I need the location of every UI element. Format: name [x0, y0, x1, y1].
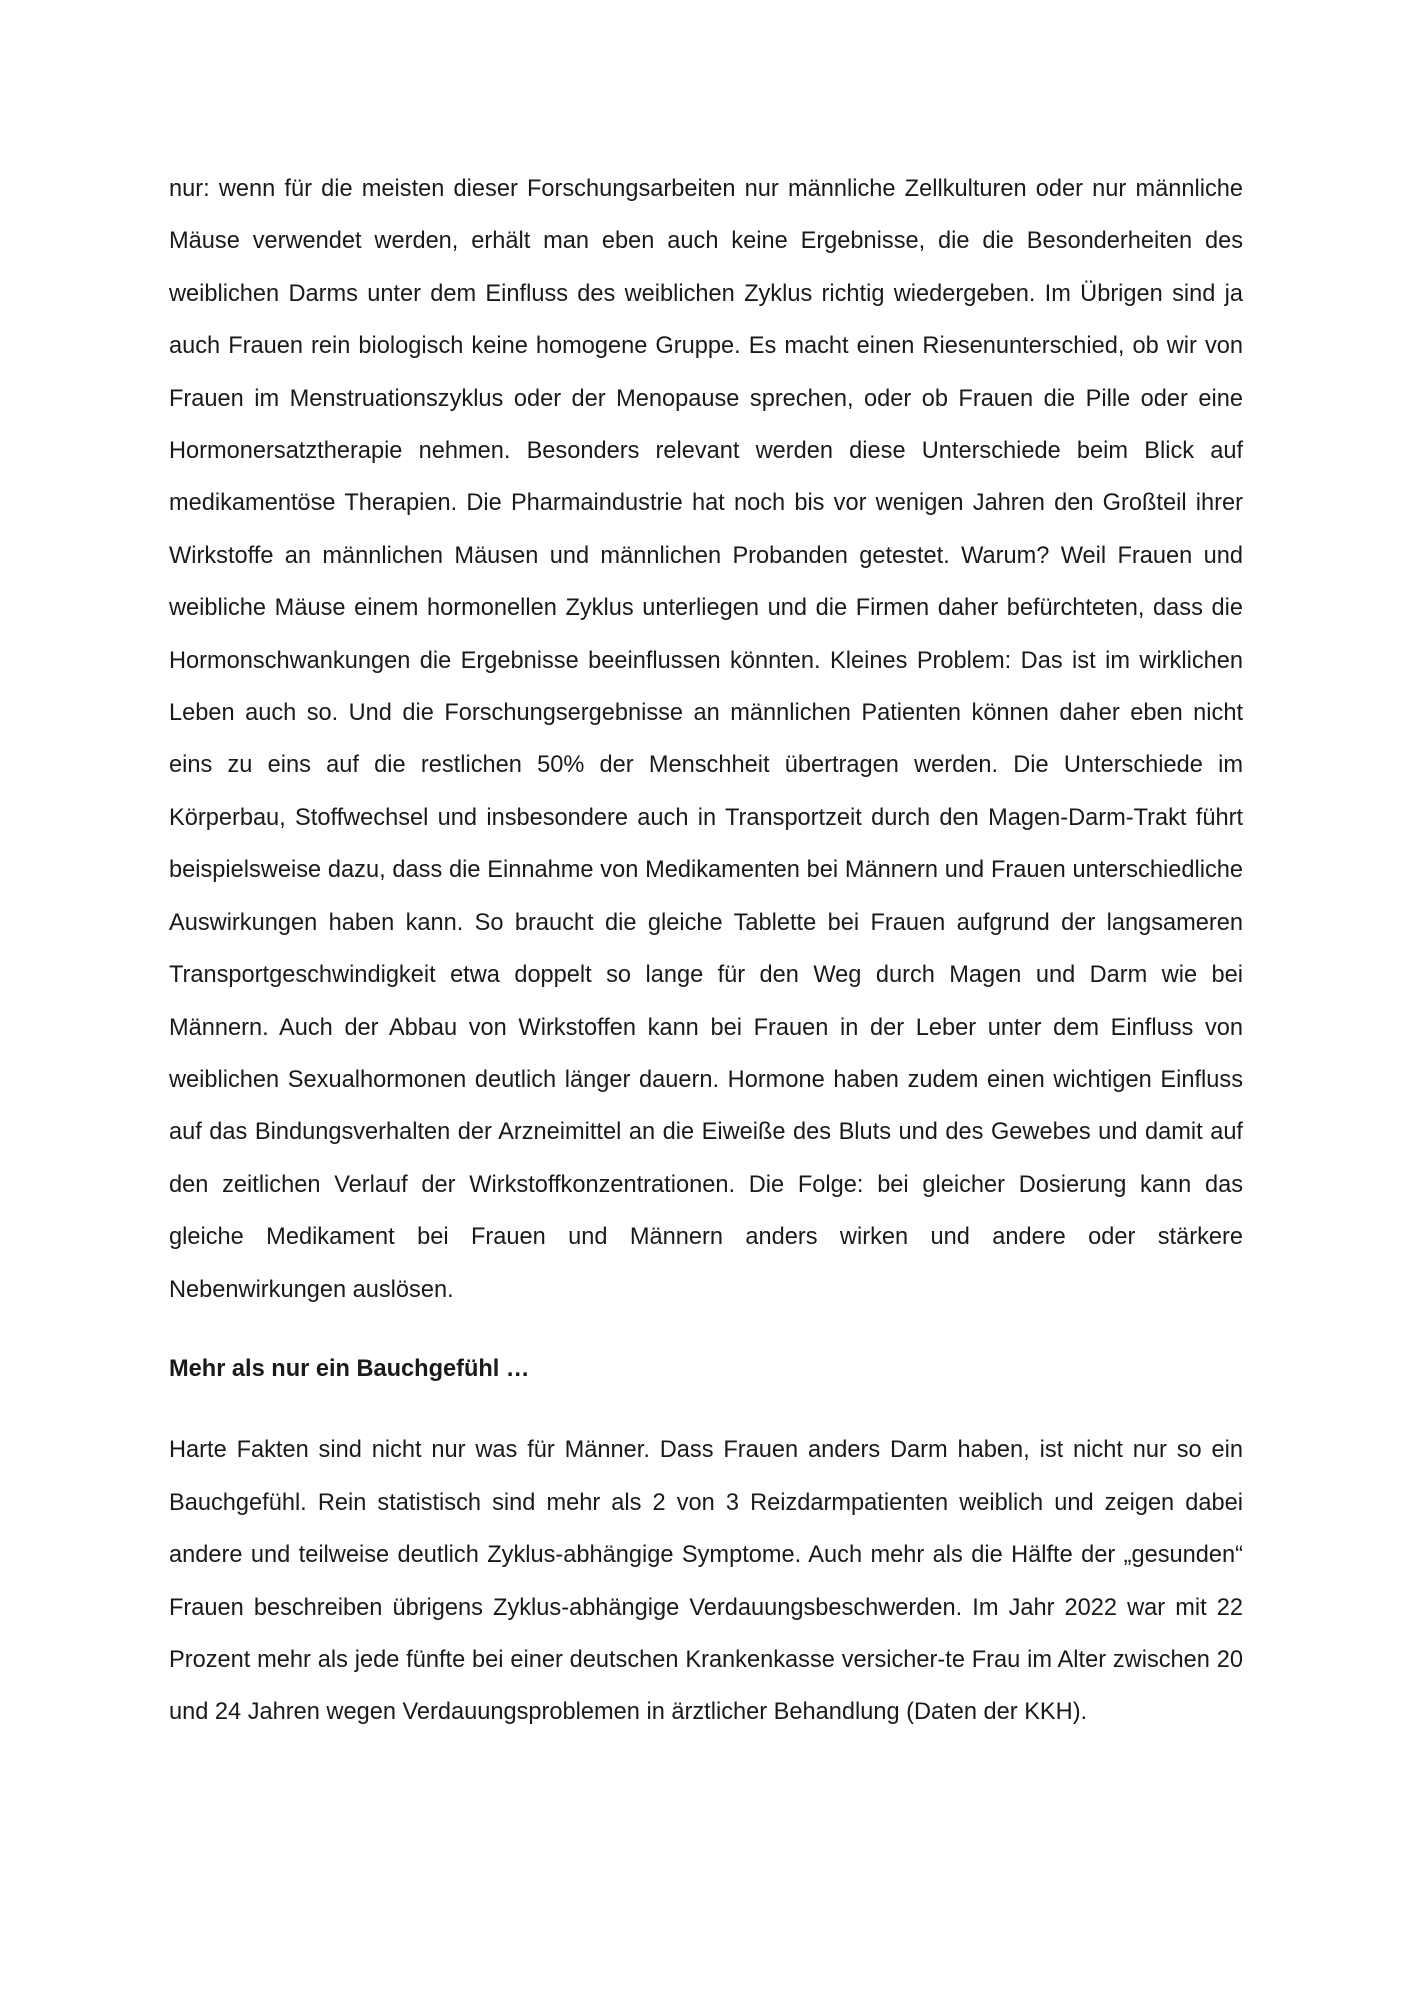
body-paragraph: nur: wenn für die meisten dieser Forschungsarbeiten nur männliche Zellkulturen oder nur männliche Mäuse verwendet werden, erhält man eben auch keine Ergebnisse, die die Besonderheiten des weiblichen Darms unter dem Einfluss des weiblichen Zyklus richtig wiedergeben. Im Übrigen sind ja auch Frauen rein biologisch keine homogene Gruppe. Es macht einen Riesenunterschied, ob wir von Frauen im Menstruationszyklus oder der Menopause sprechen, oder ob Frauen die Pille oder eine Hormonersatztherapie nehmen. Besonders relevant werden diese Unterschiede beim Blick auf medikamentöse Therapien. Die Pharmaindustrie hat noch bis vor wenigen Jahren den Großteil ihrer Wirkstoffe an männlichen Mäusen und männlichen Probanden getestet. Warum? Weil Frauen und weibliche Mäuse einem hormonellen Zyklus unterliegen und die Firmen daher befürchteten, dass die Hormonschwankungen die Ergebnisse beeinflussen könnten. Kleines Problem: Das ist im wirklichen Leben auch so. Und die Forschungsergebnisse an männlichen Patienten können daher eben nicht eins zu eins auf die restlichen 50% der Menschheit übertragen werden. Die Unterschiede im Körperbau, Stoffwechsel und insbesondere auch in Transportzeit durch den Magen-Darm-Trakt führt beispielsweise dazu, dass die Einnahme von Medikamenten bei Männern und Frauen unterschiedliche Auswirkungen haben kann. So braucht die gleiche Tablette bei Frauen aufgrund der langsameren Transportgeschwindigkeit etwa doppelt so lange für den Weg durch Magen und Darm wie bei Männern. Auch der Abbau von Wirkstoffen kann bei Frauen in der Leber unter dem Einfluss von weiblichen Sexualhormonen deutlich länger dauern. Hormone haben zudem einen wichtigen Einfluss auf das Bindungsverhalten der Arzneimittel an die Eiweiße des Bluts und des Gewebes und damit auf den zeitlichen Verlauf der Wirkstoffkonzentrationen. Die Folge: bei gleicher Dosierung kann das gleiche Medikament bei Frauen und Männern anders wirken und andere oder stärkere Nebenwirkungen auslösen.: [169, 176, 1243, 1303]
body-paragraph: Harte Fakten sind nicht nur was für Männer. Dass Frauen anders Darm haben, ist nicht nur so ein Bauchgefühl. Rein statistisch sind mehr als 2 von 3 Reizdarmpatienten weiblich und zeigen dabei andere und teilweise deutlich Zyklus-abhängige Symptome. Auch mehr als die Hälfte der „gesunden“ Frauen beschreiben übrigens Zyklus-abhängige Verdauungsbeschwerden. Im Jahr 2022 war mit 22 Prozent mehr als jede fünfte bei einer deutschen Krankenkasse versicher-te Frau im Alter zwischen 20 und 24 Jahren wegen Verdauungsproblemen in ärztlicher Behandlung (Daten der KKH).: [169, 1437, 1243, 1726]
document-page: [169, 163, 1243, 1739]
section-heading: Mehr als nur ein Bauchgefühl …: [169, 1355, 530, 1382]
